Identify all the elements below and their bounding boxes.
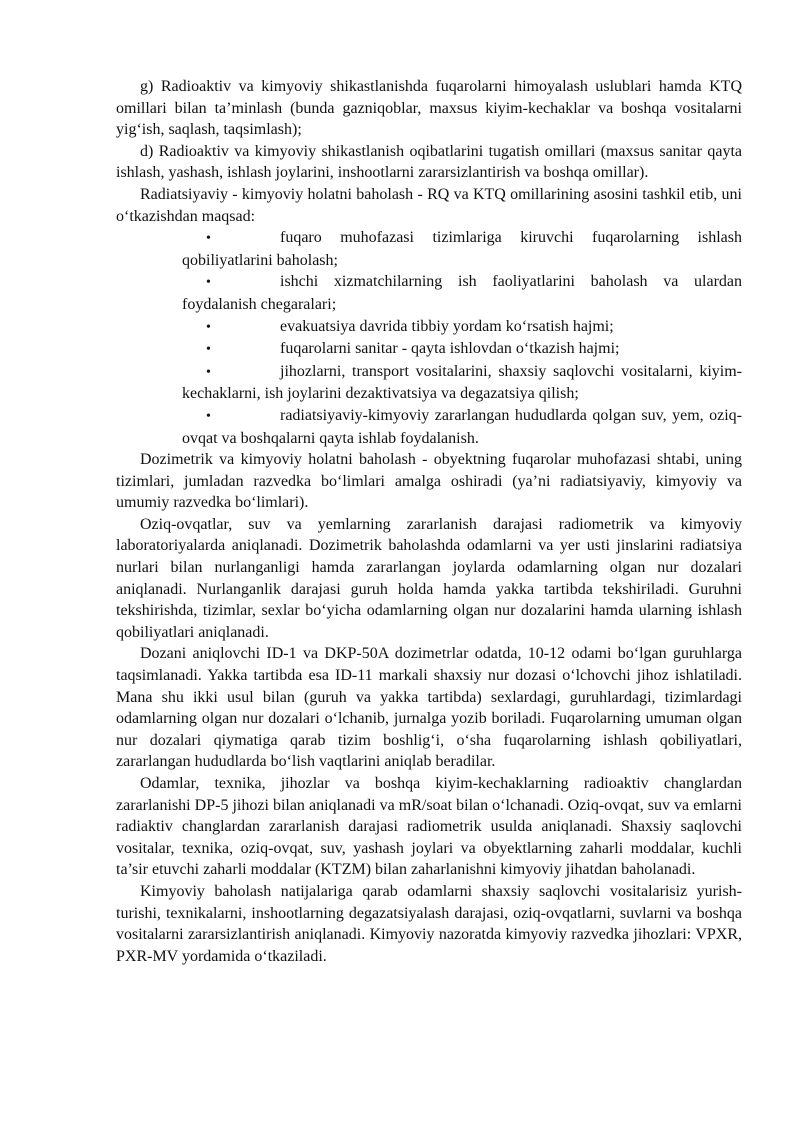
list-item-text: ishchi xizmatchilarning ish faoliyatlarini baholash va ulardan foydalanish chegaralari; [182,273,742,313]
list-item [182,405,742,449]
list-item-text: jihozlarni, transport vositalarini, shaxsiy saqlovchi vositalarni, kiyim-kechaklarni, ish joylarini dezaktivatsiya va degazatsiya qilish; [182,362,742,403]
bullet-icon: • [206,342,211,358]
bullet-icon: • [206,364,211,380]
list-item-text: fuqaro muhofazasi tizimlariga kiruvchi fuqarolarning ishlash qobiliyatlarini baholash; [182,229,742,269]
list-item [182,271,742,315]
list-item-text: radiatsiyaviy-kimyoviy zararlangan hududlarda qolgan suv, yem, oziq-ovqat va boshqalarni qayta ishlab foydalanish. [182,406,742,447]
paragraph-food-contamination: Oziq-ovqatlar, suv va yemlarning zararlanish darajasi radiometrik va kimyoviy laboratoriyalarda aniqlanadi. Dozimetrik baholashda odamlarni va yer usti jinslarini radiatsiya nurlari bilan nurlanganligi hamda zararlangan joylarda odamlarning olgan nur dozalari aniqlanadi. Nurlanganlik darajasi guruh holda hamda yakka tartibda tekshiriladi. Guruhni tekshirishda, tizimlar, sexlar bo‘yicha odamlarning olgan nur dozalarini hamda ularning ishlash qobiliyatlari aniqlanadi. [116,515,742,641]
paragraph-dosimetric-assessment: Dozimetrik va kimyoviy holatni baholash - obyektning fuqarolar muhofazasi shtabi, uning tizimlari, jumladan razvedka bo‘limlari amalga oshiradi (ya’ni radiatsiyaviy, kimyoviy va umumiy razvedka bo‘limlari). [116,451,742,512]
paragraph-g: g) Radioaktiv va kimyoviy shikastlanishda fuqarolarni himoyalash uslublari hamda KTQ omillari bilan ta’minlash (bunda gazniqoblar, maxsus kiyim-kechaklar va boshqa vositalarni yig‘ish, saqlash, taqsimlash); [116,78,742,139]
paragraph-chemical-assessment: Kimyoviy baholash natijalariga qarab odamlarni shaxsiy saqlovchi vositalarisiz yurish-turishi, texnikalarni, inshootlarning degazatsiyalash darajasi, oziq-ovqatlarni, suvlarni va boshqa vositalarni zararsizlantirish aniqlanadi. Kimyoviy nazoratda kimyoviy razvedka jihozlari: VPXR, PXR-MV yordamida o‘tkaziladi. [116,882,742,965]
paragraph-d: d) Radioaktiv va kimyoviy shikastlanish oqibatlarini tugatish omillari (maxsus sanitar qayta ishlash, yashash, ishlash joylarini, inshootlarni zararsizlantirish va boshqa omillar). [116,142,742,182]
list-item [182,361,742,405]
bullet-icon: • [206,275,211,291]
bullet-icon: • [206,231,211,247]
bullet-icon: • [206,319,211,335]
list-item-text: fuqarolarni sanitar - qayta ishlovdan o‘tkazish hajmi; [280,340,620,358]
paragraph-equipment-contamination: Odamlar, texnika, jihozlar va boshqa kiyim-kechaklarning radioaktiv changlardan zararlanishi DP-5 jihozi bilan aniqlanadi va mR/soat bilan o‘lchanadi. Oziq-ovqat, suv va emlarni radiaktiv changlardan zararlanish darajasi radiometrik usulda aniqlanadi. Shaxsiy saqlovchi vositalar, texnika, oziq-ovqat, suv, yashash joylari va obyektlarning zaharli moddalar, kuchli ta’sir etuvchi zaharli moddalar (KTZM) bilan zaharlanishni kimyoviy jihatdan baholanadi. [116,775,742,879]
list-item [182,227,742,271]
list-item [182,338,742,361]
paragraph-dosimeters: Dozani aniqlovchi ID-1 va DKP-50A dozimetrlar odatda, 10-12 odami bo‘lgan guruhlarga taqsimlanadi. Yakka tartibda esa ID-11 markali shaxsiy nur dozasi o‘lchovchi jihoz ishlatiladi. Mana shu ikki usul bilan (guruh va yakka tartibda) sexlardagi, guruhlardagi, tizimlardagi odamlarning olgan nur dozalari o‘lchanib, jurnalga yozib boriladi. Fuqarolarning umuman olgan nur dozalari qiymatiga qarab tizim boshlig‘i, o‘sha fuqarolarning ishlash qobiliyatlari, zararlangan hududlarda bo‘lish vaqtlarini aniqlab beradilar. [116,645,742,771]
paragraph-assessment-purpose: Radiatsiyaviy - kimyoviy holatni baholash - RQ va KTQ omillarining asosini tashkil etib, uni o‘tkazishdan maqsad: [116,185,742,225]
list-item-text: evakuatsiya davrida tibbiy yordam ko‘rsatish hajmi; [280,317,614,335]
bullet-icon: • [206,408,211,424]
list-item [182,316,742,339]
purpose-list [116,227,742,449]
